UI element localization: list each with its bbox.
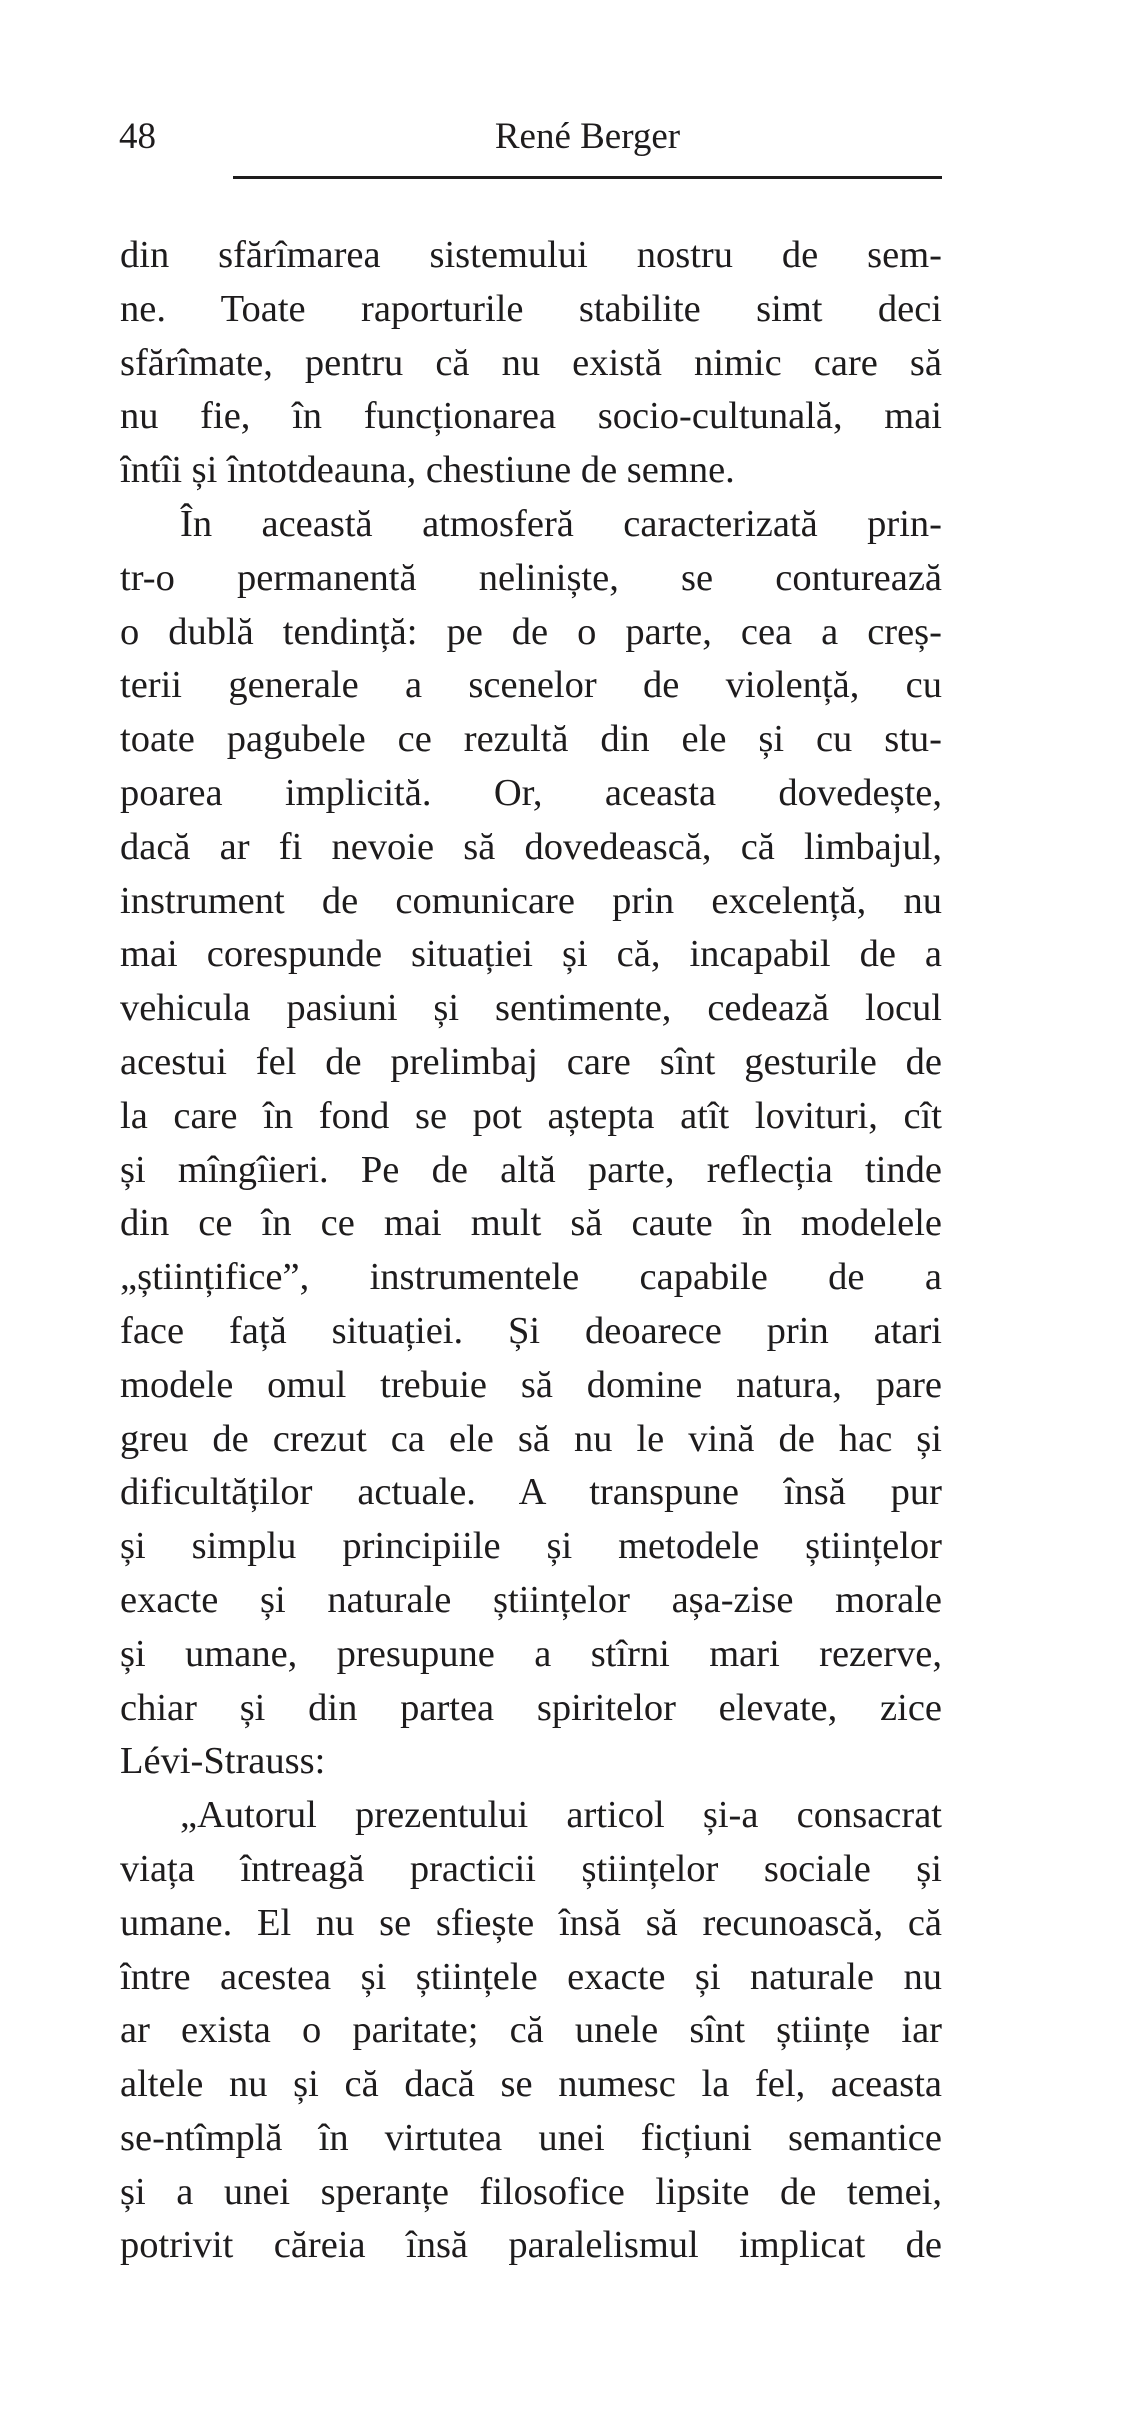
text-line: „Autorul prezentului articol și-a consacrat	[180, 1794, 942, 1837]
text-line: acestui fel de prelimbaj care sînt gesturile de	[120, 1040, 942, 1083]
body-text	[120, 229, 942, 2273]
text-line: nu fie, în funcționarea socio-cultunală, mai	[120, 395, 942, 438]
text-line: face față situației. Și deoarece prin atari	[120, 1309, 942, 1352]
text-line: vehicula pasiuni și sentimente, cedează locul	[120, 987, 942, 1030]
text-line: și umane, presupune a stîrni mari rezerve,	[120, 1632, 942, 1675]
text-line: umane. El nu se sfiește însă să recunoască, că	[120, 1901, 942, 1944]
text-line: din ce în ce mai mult să caute în modelele	[120, 1202, 942, 1245]
text-line: dacă ar fi nevoie să dovedească, că limbajul,	[120, 825, 942, 868]
text-line: potrivit căreia însă paralelismul implicat de	[120, 2224, 942, 2267]
page-number: 48	[119, 116, 156, 157]
text-line: și a unei speranțe filosofice lipsite de temei,	[120, 2170, 942, 2213]
text-line: sfărîmate, pentru că nu există nimic care să	[120, 341, 942, 384]
text-line: toate pagubele ce rezultă din ele și cu stu-	[120, 718, 942, 761]
text-line: întîi și întotdeauna, chestiune de semne.	[120, 449, 735, 492]
text-line: tr-o permanentă neliniște, se conturează	[120, 556, 942, 599]
text-line: ar exista o paritate; că unele sînt științe iar	[120, 2009, 942, 2052]
text-line: mai corespunde situației și că, incapabil de a	[120, 933, 942, 976]
text-line: terii generale a scenelor de violență, cu	[120, 664, 942, 707]
text-line: altele nu și că dacă se numesc la fel, aceasta	[120, 2063, 942, 2106]
text-line: dificultăților actuale. A transpune însă pur	[120, 1471, 942, 1514]
text-line: și mîngîieri. Pe de altă parte, reflecția tinde	[120, 1148, 942, 1191]
text-line: Lévi-Strauss:	[120, 1740, 326, 1783]
text-line: chiar și din partea spiritelor elevate, zice	[120, 1686, 942, 1729]
text-line: instrument de comunicare prin excelență, nu	[120, 879, 942, 922]
text-line: poarea implicită. Or, aceasta dovedește,	[120, 771, 942, 814]
header-rule	[233, 176, 942, 179]
text-line: se-ntîmplă în virtutea unei ficțiuni semantice	[120, 2116, 942, 2159]
text-line: ne. Toate raporturile stabilite simt deci	[120, 287, 942, 330]
text-line: o dublă tendință: pe de o parte, cea a creș-	[120, 610, 942, 653]
running-title: René Berger	[494, 116, 681, 157]
text-line: din sfărîmarea sistemului nostru de sem-	[120, 234, 942, 276]
text-line: greu de crezut ca ele să nu le vină de hac și	[120, 1417, 942, 1460]
text-line: la care în fond se pot aștepta atît lovituri, cît	[120, 1094, 942, 1137]
text-line: modele omul trebuie să domine natura, pare	[120, 1363, 942, 1406]
text-line: între acestea și științele exacte și naturale nu	[120, 1955, 942, 1998]
text-line: exacte și naturale științelor așa-zise morale	[120, 1578, 942, 1621]
running-head	[119, 112, 942, 162]
text-line: În această atmosferă caracterizată prin-	[180, 502, 942, 545]
text-line: „științifice”, instrumentele capabile de a	[120, 1256, 942, 1299]
text-line: și simplu principiile și metodele științelor	[120, 1525, 942, 1568]
text-line: viața întreagă practicii științelor sociale și	[120, 1847, 942, 1890]
